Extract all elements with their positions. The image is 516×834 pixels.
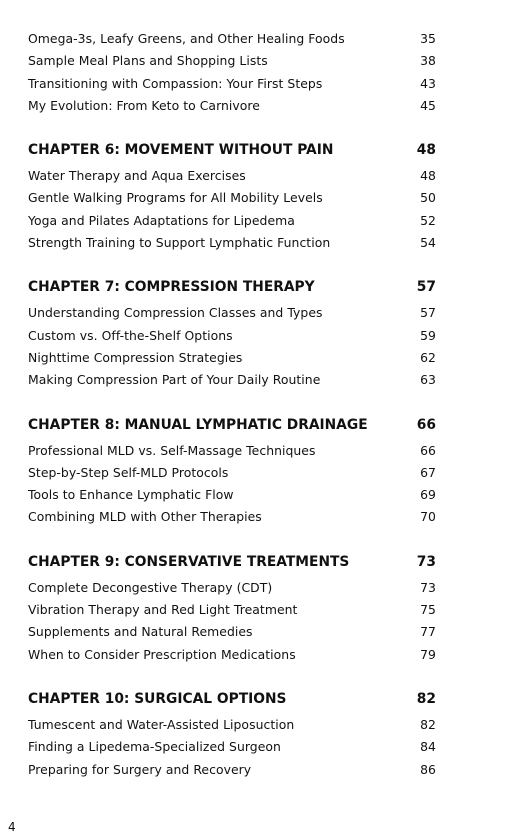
- entry-page: 43: [420, 75, 436, 91]
- entry-page: 66: [420, 442, 436, 458]
- toc-entry: [28, 168, 436, 190]
- toc-entry: [28, 717, 436, 739]
- toc-entry: [28, 487, 436, 509]
- entry-page: 38: [420, 53, 436, 69]
- chapter-heading: [28, 279, 436, 305]
- intro-entries: [28, 31, 436, 120]
- chapter-title: CHAPTER 10: SURGICAL OPTIONS: [28, 690, 287, 707]
- entry-page: 86: [420, 761, 436, 777]
- chapter-title: CHAPTER 9: CONSERVATIVE TREATMENTS: [28, 553, 350, 570]
- entry-title: Vibration Therapy and Red Light Treatment: [28, 602, 298, 618]
- entry-title: Finding a Lipedema-Specialized Surgeon: [28, 739, 281, 755]
- entry-page: 52: [420, 212, 436, 228]
- toc-entry: [28, 98, 436, 120]
- entry-title: Nighttime Compression Strategies: [28, 349, 243, 365]
- toc-entry: [28, 647, 436, 669]
- toc-entry: [28, 213, 436, 235]
- table-of-contents: [28, 31, 436, 784]
- entry-page: 82: [420, 716, 436, 732]
- entry-page: 70: [420, 509, 436, 525]
- toc-entry: [28, 762, 436, 784]
- entry-title: Tumescent and Water-Assisted Liposuction: [28, 716, 295, 732]
- chapter-section: [28, 417, 436, 532]
- entry-page: 73: [420, 579, 436, 595]
- entry-page: 54: [420, 235, 436, 251]
- chapter-page: 57: [416, 279, 436, 296]
- chapter-section: [28, 554, 436, 669]
- entry-title: Water Therapy and Aqua Exercises: [28, 168, 246, 184]
- chapter-page: 66: [416, 416, 436, 433]
- entry-title: Tools to Enhance Lymphatic Flow: [28, 487, 234, 503]
- entry-page: 69: [420, 487, 436, 503]
- toc-entry: [28, 350, 436, 372]
- entry-page: 75: [420, 602, 436, 618]
- chapter-page: 82: [416, 690, 436, 707]
- chapter-title: CHAPTER 8: MANUAL LYMPHATIC DRAINAGE: [28, 416, 368, 433]
- toc-entry: [28, 190, 436, 212]
- chapter-heading: [28, 554, 436, 580]
- entry-title: Combining MLD with Other Therapies: [28, 509, 262, 525]
- entry-page: 48: [420, 168, 436, 184]
- entry-title: Omega-3s, Leafy Greens, and Other Healing Foods: [28, 31, 345, 46]
- entry-title: Transitioning with Compassion: Your First Steps: [28, 75, 323, 91]
- toc-entry: [28, 31, 436, 53]
- chapter-section: [28, 142, 436, 257]
- entry-page: 67: [420, 464, 436, 480]
- toc-entry: [28, 739, 436, 761]
- chapter-page: 48: [416, 142, 436, 159]
- chapter-section: [28, 279, 436, 394]
- toc-entry: [28, 602, 436, 624]
- toc-entry: [28, 76, 436, 98]
- chapter-heading: [28, 691, 436, 717]
- entry-page: 45: [420, 97, 436, 113]
- entry-title: Sample Meal Plans and Shopping Lists: [28, 53, 268, 69]
- toc-entry: [28, 305, 436, 327]
- chapter-title: CHAPTER 7: COMPRESSION THERAPY: [28, 279, 315, 296]
- toc-entry: [28, 53, 436, 75]
- entry-title: Complete Decongestive Therapy (CDT): [28, 579, 273, 595]
- entry-title: Understanding Compression Classes and Types: [28, 305, 323, 321]
- entry-page: 50: [420, 190, 436, 206]
- entry-page: 57: [420, 305, 436, 321]
- chapter-page: 73: [416, 553, 436, 570]
- entry-page: 63: [420, 372, 436, 388]
- entry-title: Professional MLD vs. Self-Massage Techniques: [28, 442, 316, 458]
- toc-entry: [28, 328, 436, 350]
- chapter-section: [28, 691, 436, 784]
- entry-title: Preparing for Surgery and Recovery: [28, 761, 252, 777]
- entry-title: Strength Training to Support Lymphatic Function: [28, 235, 331, 251]
- entry-page: 62: [420, 349, 436, 365]
- page-number: 4: [8, 820, 16, 834]
- toc-entry: [28, 372, 436, 394]
- entry-page: 35: [420, 31, 436, 46]
- chapter-heading: [28, 417, 436, 443]
- entry-title: Gentle Walking Programs for All Mobility Levels: [28, 190, 323, 206]
- entry-title: Making Compression Part of Your Daily Routine: [28, 372, 321, 388]
- entry-title: Supplements and Natural Remedies: [28, 624, 253, 640]
- entry-page: 59: [420, 327, 436, 343]
- entry-page: 84: [420, 739, 436, 755]
- toc-entry: [28, 235, 436, 257]
- toc-entry: [28, 465, 436, 487]
- entry-page: 79: [420, 646, 436, 662]
- entry-title: Custom vs. Off-the-Shelf Options: [28, 327, 233, 343]
- toc-entry: [28, 624, 436, 646]
- toc-entry: [28, 443, 436, 465]
- entry-title: When to Consider Prescription Medications: [28, 646, 296, 662]
- toc-entry: [28, 509, 436, 531]
- toc-entry: [28, 580, 436, 602]
- entry-page: 77: [420, 624, 436, 640]
- entry-title: Yoga and Pilates Adaptations for Lipedema: [28, 212, 295, 228]
- chapter-heading: [28, 142, 436, 168]
- entry-title: Step-by-Step Self-MLD Protocols: [28, 464, 229, 480]
- entry-title: My Evolution: From Keto to Carnivore: [28, 97, 260, 113]
- chapter-title: CHAPTER 6: MOVEMENT WITHOUT PAIN: [28, 142, 334, 159]
